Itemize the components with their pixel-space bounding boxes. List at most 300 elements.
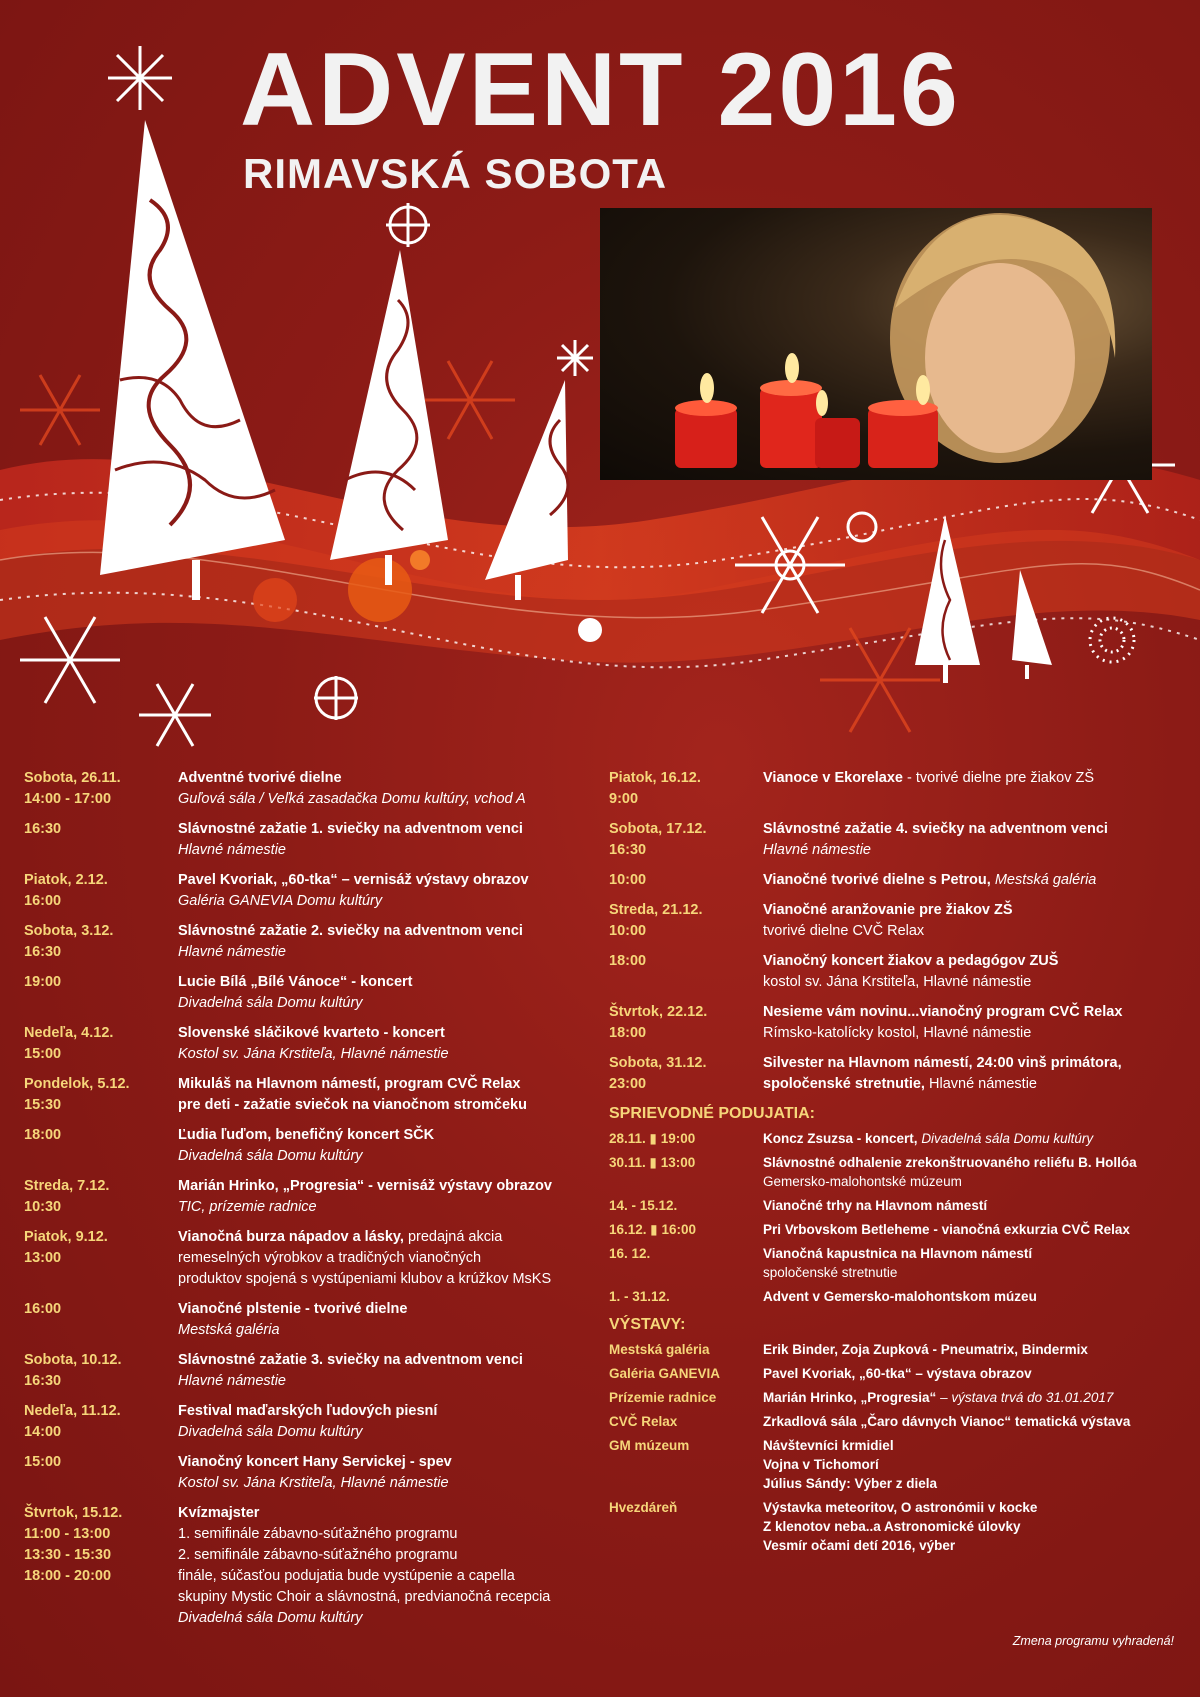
event-line <box>178 1269 594 1290</box>
event-venue: Guľová sála / Veľká zasadačka Domu kultúry, vchod A <box>178 791 526 807</box>
event-line <box>178 1566 594 1587</box>
event-when <box>24 1503 178 1629</box>
event-time: 1. - 31.12. <box>609 1289 670 1304</box>
event-time: Galéria GANEVIA <box>609 1366 721 1381</box>
event-row <box>24 1074 594 1116</box>
event-line <box>178 789 594 810</box>
event-details <box>763 1153 1184 1191</box>
event-line <box>763 768 1184 789</box>
event-line <box>763 951 1184 972</box>
event-time: 18:00 <box>609 953 647 969</box>
event-time: 23:00 <box>609 1076 647 1092</box>
event-details <box>763 1340 1184 1359</box>
event-line <box>178 1401 594 1422</box>
event-line <box>178 840 594 861</box>
event-detail: predajná akcia <box>407 1229 503 1245</box>
event-line <box>763 1129 1184 1148</box>
event-venue: Kostol sv. Jána Krstiteľa, Hlavné námestie <box>178 1475 449 1491</box>
event-row <box>609 1436 1184 1493</box>
event-row <box>24 1401 594 1443</box>
event-title: Kvízmajster <box>178 1505 260 1521</box>
event-time: Piatok, 2.12. <box>24 872 108 888</box>
event-line <box>178 1227 594 1248</box>
event-detail: 2. semifinále zábavno-súťažného programu <box>178 1547 458 1563</box>
candle-icon <box>675 373 737 468</box>
event-venue: Mestská galéria <box>178 1322 280 1338</box>
event-details <box>763 819 1184 861</box>
event-venue: Divadelná sála Domu kultúry <box>178 1148 363 1164</box>
event-venue: Divadelná sála Domu kultúry <box>921 1131 1094 1146</box>
event-details <box>763 1002 1184 1044</box>
event-time: CVČ Relax <box>609 1414 678 1429</box>
program-right-column <box>609 768 1184 1560</box>
event-title: Slávnostné zažatie 1. sviečky na adventnom venci <box>178 821 523 837</box>
event-line <box>178 1299 594 1320</box>
event-line <box>763 1153 1184 1172</box>
event-row <box>609 1053 1184 1095</box>
event-line <box>763 1498 1184 1517</box>
section-heading-vystavy: VÝSTAVY: <box>609 1316 686 1333</box>
event-line <box>763 1244 1184 1263</box>
event-time: 10:00 <box>609 872 647 888</box>
event-time: 18:00 - 20:00 <box>24 1568 112 1584</box>
event-time: 16. 12. <box>609 1246 651 1261</box>
event-line <box>763 1474 1184 1493</box>
event-detail: tvorivé dielne CVČ Relax <box>763 923 925 939</box>
event-when <box>24 768 178 810</box>
event-venue: TIC, prízemie radnice <box>178 1199 317 1215</box>
event-line <box>178 993 594 1014</box>
event-line <box>763 1536 1184 1555</box>
event-line <box>178 1146 594 1167</box>
event-line <box>178 1248 594 1269</box>
event-title: Zrkadlová sála „Čaro dávnych Vianoc“ tematická výstava <box>763 1414 1131 1429</box>
event-when <box>609 1498 763 1555</box>
event-when <box>609 1412 763 1431</box>
event-title: Silvester na Hlavnom námestí, 24:00 vinš primátora, <box>763 1055 1122 1071</box>
christmas-tree-icon <box>330 250 448 585</box>
event-details <box>763 1129 1184 1148</box>
event-line <box>178 891 594 912</box>
event-time: 16:30 <box>24 1373 62 1389</box>
event-line <box>763 1263 1184 1282</box>
event-details <box>178 1401 594 1443</box>
event-when <box>24 1299 178 1341</box>
event-details <box>178 768 594 810</box>
event-details <box>763 1436 1184 1493</box>
event-title: Pavel Kvoriak, „60-tka“ – výstava obrazov <box>763 1366 1032 1381</box>
event-line <box>763 819 1184 840</box>
event-title: Slávnostné zažatie 4. sviečky na adventnom venci <box>763 821 1108 837</box>
event-title: Vianočné tvorivé dielne s Petrou, <box>763 872 991 888</box>
event-title: Július Sándy: Výber z diela <box>763 1476 938 1491</box>
event-row <box>609 1287 1184 1306</box>
event-time: 30.11. ▮ 13:00 <box>609 1155 696 1170</box>
event-time: 18:00 <box>24 1127 62 1143</box>
event-when <box>609 1287 763 1306</box>
event-line <box>178 1473 594 1494</box>
event-details <box>763 1412 1184 1431</box>
event-line <box>178 1350 594 1371</box>
event-details <box>763 1364 1184 1383</box>
event-details <box>763 1287 1184 1306</box>
event-line <box>178 1587 594 1608</box>
event-time: 16:30 <box>24 944 62 960</box>
event-line <box>178 1422 594 1443</box>
event-row <box>24 1227 594 1290</box>
event-row <box>609 1002 1184 1044</box>
event-time: Sobota, 3.12. <box>24 923 114 939</box>
event-time: 16:00 <box>24 1301 62 1317</box>
event-row <box>609 900 1184 942</box>
event-title: Pavel Kvoriak, „60-tka“ – vernisáž výstavy obrazov <box>178 872 529 888</box>
event-title: Lucie Bílá „Bílé Vánoce“ - koncert <box>178 974 413 990</box>
event-title: Vianočná kapustnica na Hlavnom námestí <box>763 1246 1033 1261</box>
footer-note: Zmena programu vyhradená! <box>1012 1634 1174 1648</box>
event-venue: Galéria GANEVIA Domu kultúry <box>178 893 383 909</box>
event-line <box>178 1524 594 1545</box>
event-title: Vianočné trhy na Hlavnom námestí <box>763 1198 988 1213</box>
event-line <box>178 1095 594 1116</box>
event-details <box>178 870 594 912</box>
event-detail: - tvorivé dielne pre žiakov ZŠ <box>907 770 1094 786</box>
event-details <box>763 1196 1184 1215</box>
event-title: Pri Vrbovskom Betleheme - vianočná exkurzia CVČ Relax <box>763 1222 1130 1237</box>
event-row <box>609 1498 1184 1555</box>
event-title: Mikuláš na Hlavnom námestí, program CVČ Relax <box>178 1076 521 1092</box>
event-when <box>609 1436 763 1493</box>
event-time: Sobota, 26.11. <box>24 770 121 786</box>
event-when <box>24 1401 178 1443</box>
candle-icon <box>760 353 822 468</box>
event-details <box>178 1299 594 1341</box>
event-line <box>763 900 1184 921</box>
event-row <box>24 1452 594 1494</box>
event-venue: Divadelná sála Domu kultúry <box>178 995 363 1011</box>
event-line <box>178 1371 594 1392</box>
event-detail: spoločenské stretnutie <box>763 1265 898 1280</box>
event-line <box>763 1364 1184 1383</box>
event-row <box>24 768 594 810</box>
event-title: Slávnostné zažatie 2. sviečky na adventnom venci <box>178 923 523 939</box>
event-title: pre deti - zažatie sviečok na vianočnom stromčeku <box>178 1097 527 1113</box>
event-title: Koncz Zsuzsa - koncert, <box>763 1131 918 1146</box>
event-time: Prízemie radnice <box>609 1390 717 1405</box>
event-when <box>24 870 178 912</box>
event-when <box>24 921 178 963</box>
event-line <box>178 819 594 840</box>
event-time: 9:00 <box>609 791 639 807</box>
event-line <box>763 921 1184 942</box>
event-venue: Hlavné námestie <box>763 842 871 858</box>
event-time: Štvrtok, 15.12. <box>24 1505 123 1521</box>
event-details <box>178 1350 594 1392</box>
event-time: 18:00 <box>609 1025 647 1041</box>
event-venue: Divadelná sála Domu kultúry <box>178 1424 363 1440</box>
event-time: 10:30 <box>24 1199 62 1215</box>
event-when <box>609 1388 763 1407</box>
event-row <box>24 972 594 1014</box>
event-line <box>178 1125 594 1146</box>
event-time: 11:00 - 13:00 <box>24 1526 111 1542</box>
event-time: 15:00 <box>24 1046 62 1062</box>
event-time: Sobota, 31.12. <box>609 1055 707 1071</box>
event-venue: Divadelná sála Domu kultúry <box>178 1610 363 1626</box>
section-heading-sprievodne: SPRIEVODNÉ PODUJATIA: <box>609 1105 815 1122</box>
event-title: Vesmír očami detí 2016, výber <box>763 1538 956 1553</box>
event-details <box>178 1227 594 1290</box>
event-details <box>178 819 594 861</box>
event-row <box>609 819 1184 861</box>
event-row <box>609 768 1184 810</box>
event-title: Festival maďarských ľudových piesní <box>178 1403 438 1419</box>
event-venue: Hlavné námestie <box>178 842 286 858</box>
event-line <box>763 1412 1184 1431</box>
event-time: Hvezdáreň <box>609 1500 678 1515</box>
event-detail: produktov spojená s vystúpeniami klubov a krúžkov MsKS <box>178 1271 552 1287</box>
event-venue: Kostol sv. Jána Krstiteľa, Hlavné námestie <box>178 1046 449 1062</box>
event-time: Piatok, 16.12. <box>609 770 701 786</box>
event-time: Piatok, 9.12. <box>24 1229 108 1245</box>
event-time: 16:00 <box>24 893 62 909</box>
candles-photo <box>600 208 1152 480</box>
event-details <box>763 1220 1184 1239</box>
event-when <box>609 1196 763 1215</box>
event-line <box>178 1197 594 1218</box>
event-line <box>763 1220 1184 1239</box>
page-title: ADVENT 2016 <box>240 32 961 148</box>
event-time: Sobota, 17.12. <box>609 821 707 837</box>
event-title: Ľudia ľuďom, benefičný koncert SČK <box>178 1127 435 1143</box>
event-title: Erik Binder, Zoja Zupková - Pneumatrix, Bindermix <box>763 1342 1088 1357</box>
event-time: Sobota, 10.12. <box>24 1352 122 1368</box>
event-time: 16:30 <box>609 842 647 858</box>
event-details <box>178 1074 594 1116</box>
event-line <box>763 1002 1184 1023</box>
event-time: 14. - 15.12. <box>609 1198 678 1213</box>
event-time: 16:30 <box>24 821 62 837</box>
event-venue: Hlavné námestie <box>178 1373 286 1389</box>
event-title: Vianočný koncert žiakov a pedagógov ZUŠ <box>763 953 1059 969</box>
event-row <box>24 1299 594 1341</box>
event-line <box>763 1172 1184 1191</box>
event-row <box>609 1220 1184 1239</box>
event-line <box>763 1517 1184 1536</box>
event-time: 13:00 <box>24 1250 62 1266</box>
event-details <box>763 1244 1184 1282</box>
event-line <box>763 1436 1184 1455</box>
event-line <box>763 840 1184 861</box>
event-time: 14:00 <box>24 1424 62 1440</box>
event-when <box>609 1244 763 1282</box>
event-when <box>24 1125 178 1167</box>
event-time: 10:00 <box>609 923 647 939</box>
event-title: Marián Hrinko, „Progresia“ - vernisáž výstavy obrazov <box>178 1178 552 1194</box>
event-title: Vianočné plstenie - tvorivé dielne <box>178 1301 408 1317</box>
event-when <box>24 1176 178 1218</box>
event-time: Nedeľa, 4.12. <box>24 1025 114 1041</box>
event-line <box>763 1074 1184 1095</box>
event-line <box>763 1340 1184 1359</box>
event-row <box>24 1125 594 1167</box>
event-title: Slávnostné odhalenie zrekonštruovaného reliéfu B. Hollóa <box>763 1155 1137 1170</box>
event-title: Návštevníci krmidiel <box>763 1438 894 1453</box>
event-line <box>178 1320 594 1341</box>
event-time: 16.12. ▮ 16:00 <box>609 1222 696 1237</box>
event-row <box>609 1244 1184 1282</box>
event-title: Vianoce v Ekorelaxe <box>763 770 903 786</box>
event-line <box>178 1044 594 1065</box>
event-detail: 1. semifinále zábavno-súťažného programu <box>178 1526 458 1542</box>
event-detail: Gemersko-malohontské múzeum <box>763 1174 962 1189</box>
event-time: 13:30 - 15:30 <box>24 1547 112 1563</box>
event-when <box>24 1452 178 1494</box>
event-detail: kostol sv. Jána Krstiteľa, Hlavné námestie <box>763 974 1032 990</box>
event-row <box>609 1196 1184 1215</box>
event-line <box>178 1452 594 1473</box>
event-row <box>609 870 1184 891</box>
event-line <box>178 1608 594 1629</box>
event-venue: Mestská galéria <box>994 872 1097 888</box>
event-when <box>609 819 763 861</box>
event-when <box>24 1350 178 1392</box>
event-time: Streda, 7.12. <box>24 1178 110 1194</box>
event-row <box>24 1023 594 1065</box>
event-line <box>178 921 594 942</box>
event-line <box>763 1388 1184 1407</box>
event-details <box>178 1503 594 1629</box>
event-row <box>24 870 594 912</box>
event-details <box>178 1023 594 1065</box>
event-time: 15:00 <box>24 1454 62 1470</box>
event-line <box>763 972 1184 993</box>
event-time: 28.11. ▮ 19:00 <box>609 1131 696 1146</box>
event-row <box>609 951 1184 993</box>
event-when <box>24 819 178 861</box>
event-detail: Hlavné námestie <box>929 1076 1037 1092</box>
event-line <box>178 1074 594 1095</box>
event-line <box>178 1176 594 1197</box>
event-when <box>24 1023 178 1065</box>
event-when <box>609 1053 763 1095</box>
event-detail: skupiny Mystic Choir a slávnostná, predvianočná recepcia <box>178 1589 551 1605</box>
event-row <box>24 1350 594 1392</box>
event-when <box>609 1129 763 1148</box>
event-details <box>763 870 1184 891</box>
event-when <box>24 972 178 1014</box>
event-details <box>763 900 1184 942</box>
event-line <box>763 1455 1184 1474</box>
event-details <box>763 1498 1184 1555</box>
event-line <box>763 870 1184 891</box>
event-title: Z klenotov neba..a Astronomické úlovky <box>763 1519 1021 1534</box>
event-details <box>763 768 1184 810</box>
page-subtitle: RIMAVSKÁ SOBOTA <box>243 150 668 197</box>
event-venue: – výstava trvá do 31.01.2017 <box>940 1390 1114 1405</box>
event-title: Vianočné aranžovanie pre žiakov ZŠ <box>763 902 1013 918</box>
event-when <box>609 1220 763 1239</box>
event-details <box>178 1452 594 1494</box>
event-line <box>763 1053 1184 1074</box>
event-when <box>609 1002 763 1044</box>
event-time: Streda, 21.12. <box>609 902 703 918</box>
event-title: Nesieme vám novinu...vianočný program CVČ Relax <box>763 1004 1123 1020</box>
event-line <box>763 1287 1184 1306</box>
event-detail: remeselných výrobkov a tradičných vianočných <box>178 1250 482 1266</box>
event-row <box>24 1176 594 1218</box>
event-details <box>763 1388 1184 1407</box>
event-time: 19:00 <box>24 974 62 990</box>
event-title: Výstavka meteoritov, O astronómii v kocke <box>763 1500 1038 1515</box>
event-row <box>609 1129 1184 1148</box>
event-details <box>178 972 594 1014</box>
event-title: Slovenské sláčikové kvarteto - koncert <box>178 1025 445 1041</box>
event-line <box>178 972 594 993</box>
event-when <box>609 768 763 810</box>
event-details <box>763 951 1184 993</box>
event-title: Marián Hrinko, „Progresia“ <box>763 1390 937 1405</box>
event-time: Mestská galéria <box>609 1342 710 1357</box>
event-when <box>609 900 763 942</box>
event-line <box>178 1545 594 1566</box>
event-title: Vianočný koncert Hany Servickej - spev <box>178 1454 452 1470</box>
event-line <box>178 1503 594 1524</box>
event-line <box>178 942 594 963</box>
event-when <box>609 1364 763 1383</box>
event-line <box>178 768 594 789</box>
event-details <box>178 1125 594 1167</box>
event-title: Vojna v Tichomorí <box>763 1457 879 1472</box>
event-title: Adventné tvorivé dielne <box>178 770 342 786</box>
event-when <box>609 951 763 993</box>
event-time: Štvrtok, 22.12. <box>609 1004 708 1020</box>
event-line <box>763 1023 1184 1044</box>
event-line <box>178 870 594 891</box>
event-row <box>24 819 594 861</box>
event-details <box>178 921 594 963</box>
event-line <box>178 1023 594 1044</box>
event-title: Advent v Gemersko-malohontskom múzeu <box>763 1289 1037 1304</box>
event-when <box>609 1340 763 1359</box>
event-time: Nedeľa, 11.12. <box>24 1403 121 1419</box>
event-when <box>609 870 763 891</box>
event-time: Pondelok, 5.12. <box>24 1076 130 1092</box>
event-title: spoločenské stretnutie, <box>763 1076 925 1092</box>
event-title: Vianočná burza nápadov a lásky, <box>178 1229 404 1245</box>
event-row <box>609 1340 1184 1359</box>
event-details <box>763 1053 1184 1095</box>
event-row <box>609 1364 1184 1383</box>
event-row <box>609 1388 1184 1407</box>
event-when <box>24 1074 178 1116</box>
event-row <box>24 921 594 963</box>
event-venue: Hlavné námestie <box>178 944 286 960</box>
event-time: 14:00 - 17:00 <box>24 791 112 807</box>
program-left-column <box>24 768 594 1638</box>
event-when <box>609 1153 763 1191</box>
event-time: 15:30 <box>24 1097 62 1113</box>
event-row <box>609 1153 1184 1191</box>
event-details <box>178 1176 594 1218</box>
candle-icon <box>815 390 860 468</box>
event-time: GM múzeum <box>609 1438 690 1453</box>
event-detail: Rímsko-katolícky kostol, Hlavné námestie <box>763 1025 1032 1041</box>
event-detail: finále, súčasťou podujatia bude vystúpenie a capella <box>178 1568 515 1584</box>
event-row <box>24 1503 594 1629</box>
event-title: Slávnostné zažatie 3. sviečky na adventnom venci <box>178 1352 523 1368</box>
event-line <box>763 1196 1184 1215</box>
event-row <box>609 1412 1184 1431</box>
